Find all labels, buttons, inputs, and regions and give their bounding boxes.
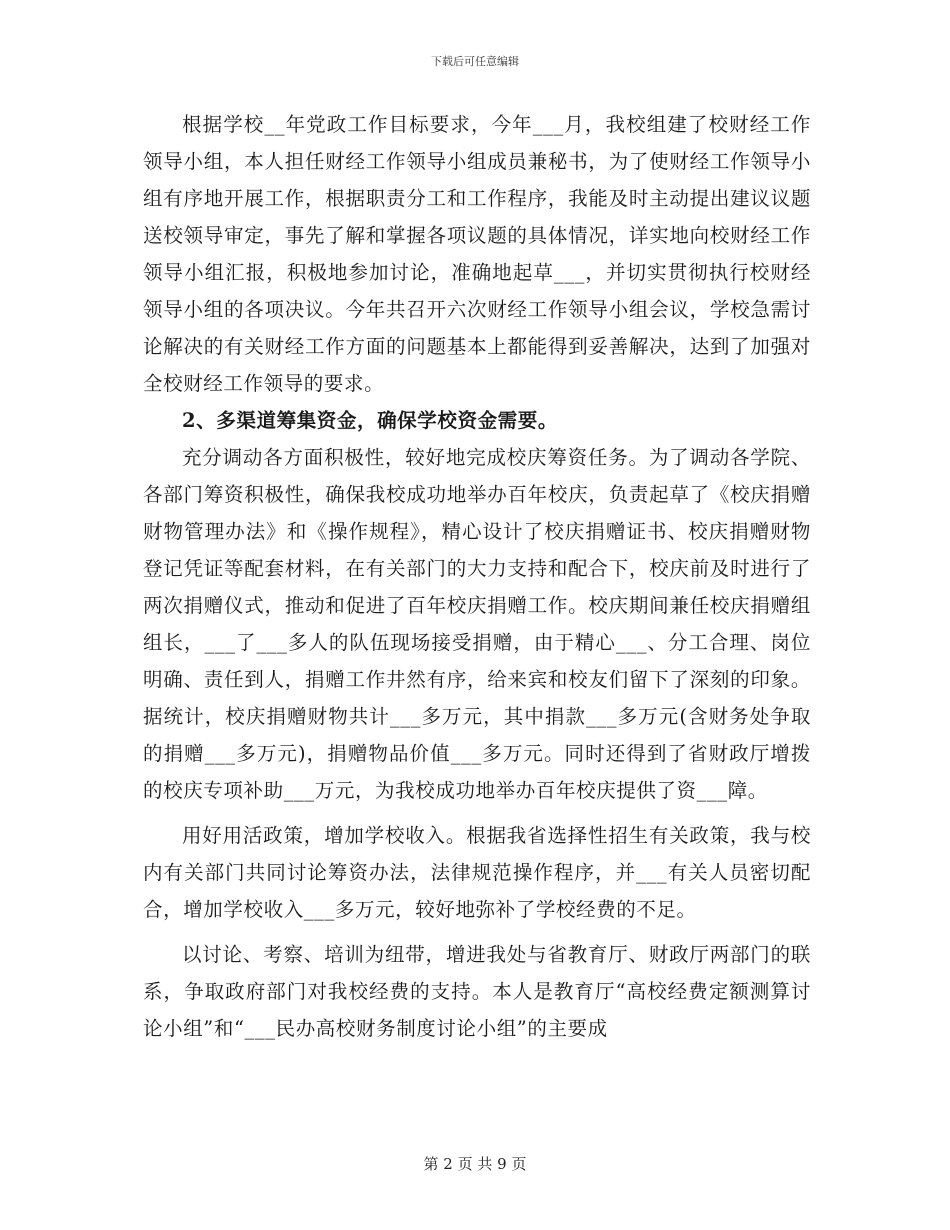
section-heading-fundraising: 2、多渠道筹集资金，确保学校资金需要。 — [182, 409, 558, 432]
page-number-footer: 第 2 页 共 9 页 — [423, 1155, 527, 1173]
document-body — [143, 106, 811, 1047]
page-header-note: 下载后可任意编辑 — [431, 55, 519, 68]
paragraph-anniversary-donations: 充分调动各方面积极性，较好地完成校庆筹资任务。为了调动各学院、各部门筹资积极性，确保我校成功地举办百年校庆，负责起草了《校庆捐赠财物管理办法》和《操作规程》，精心设计了校庆捐赠证书、校庆捐赠财物登记凭证等配套材料，在有关部门的大力支持和配合下，校庆前及时进行了两次捐赠仪式，推动和促进了百年校庆捐赠工作。校庆期间兼任校庆捐赠组组长，___了___多人的队伍现场接受捐赠，由于精心___、分工合理、岗位明确、责任到人，捐赠工作井然有序，给来宾和校友们留下了深刻的印象。据统计，校庆捐赠财物共计___多万元，其中捐款___多万元(含财务处争取的捐赠___多万元)，捐赠物品价值___多万元。同时还得到了省财政厅增拨的校庆专项补助___万元，为我校成功地举办百年校庆提供了资___障。 — [143, 446, 811, 802]
paragraph-policy-income: 用好用活政策，增加学校收入。根据我省选择性招生有关政策，我与校内有关部门共同讨论筹资办法，法律规范操作程序，并___有关人员密切配合，增加学校收入___多万元，较好地弥补了学校经费的不足。 — [143, 824, 811, 921]
paragraph-research-liaison: 以讨论、考察、培训为纽带，增进我处与省教育厅、财政厅两部门的联系，争取政府部门对我校经费的支持。本人是教育厅“高校经费定额测算讨论小组”和“___民办高校财务制度讨论小组”的主要成 — [143, 943, 811, 1040]
paragraph-finance-group: 根据学校__年党政工作目标要求，今年___月，我校组建了校财经工作领导小组，本人担任财经工作领导小组成员兼秘书，为了使财经工作领导小组有序地开展工作，根据职责分工和工作程序，我能及时主动提出建议议题送校领导审定，事先了解和掌握各项议题的具体情况，详实地向校财经工作领导小组汇报，积极地参加讨论，准确地起草___，并切实贯彻执行校财经领导小组的各项决议。今年共召开六次财经工作领导小组会议，学校急需讨论解决的有关财经工作方面的问题基本上都能得到妥善解决，达到了加强对全校财经工作领导的要求。 — [143, 113, 811, 395]
